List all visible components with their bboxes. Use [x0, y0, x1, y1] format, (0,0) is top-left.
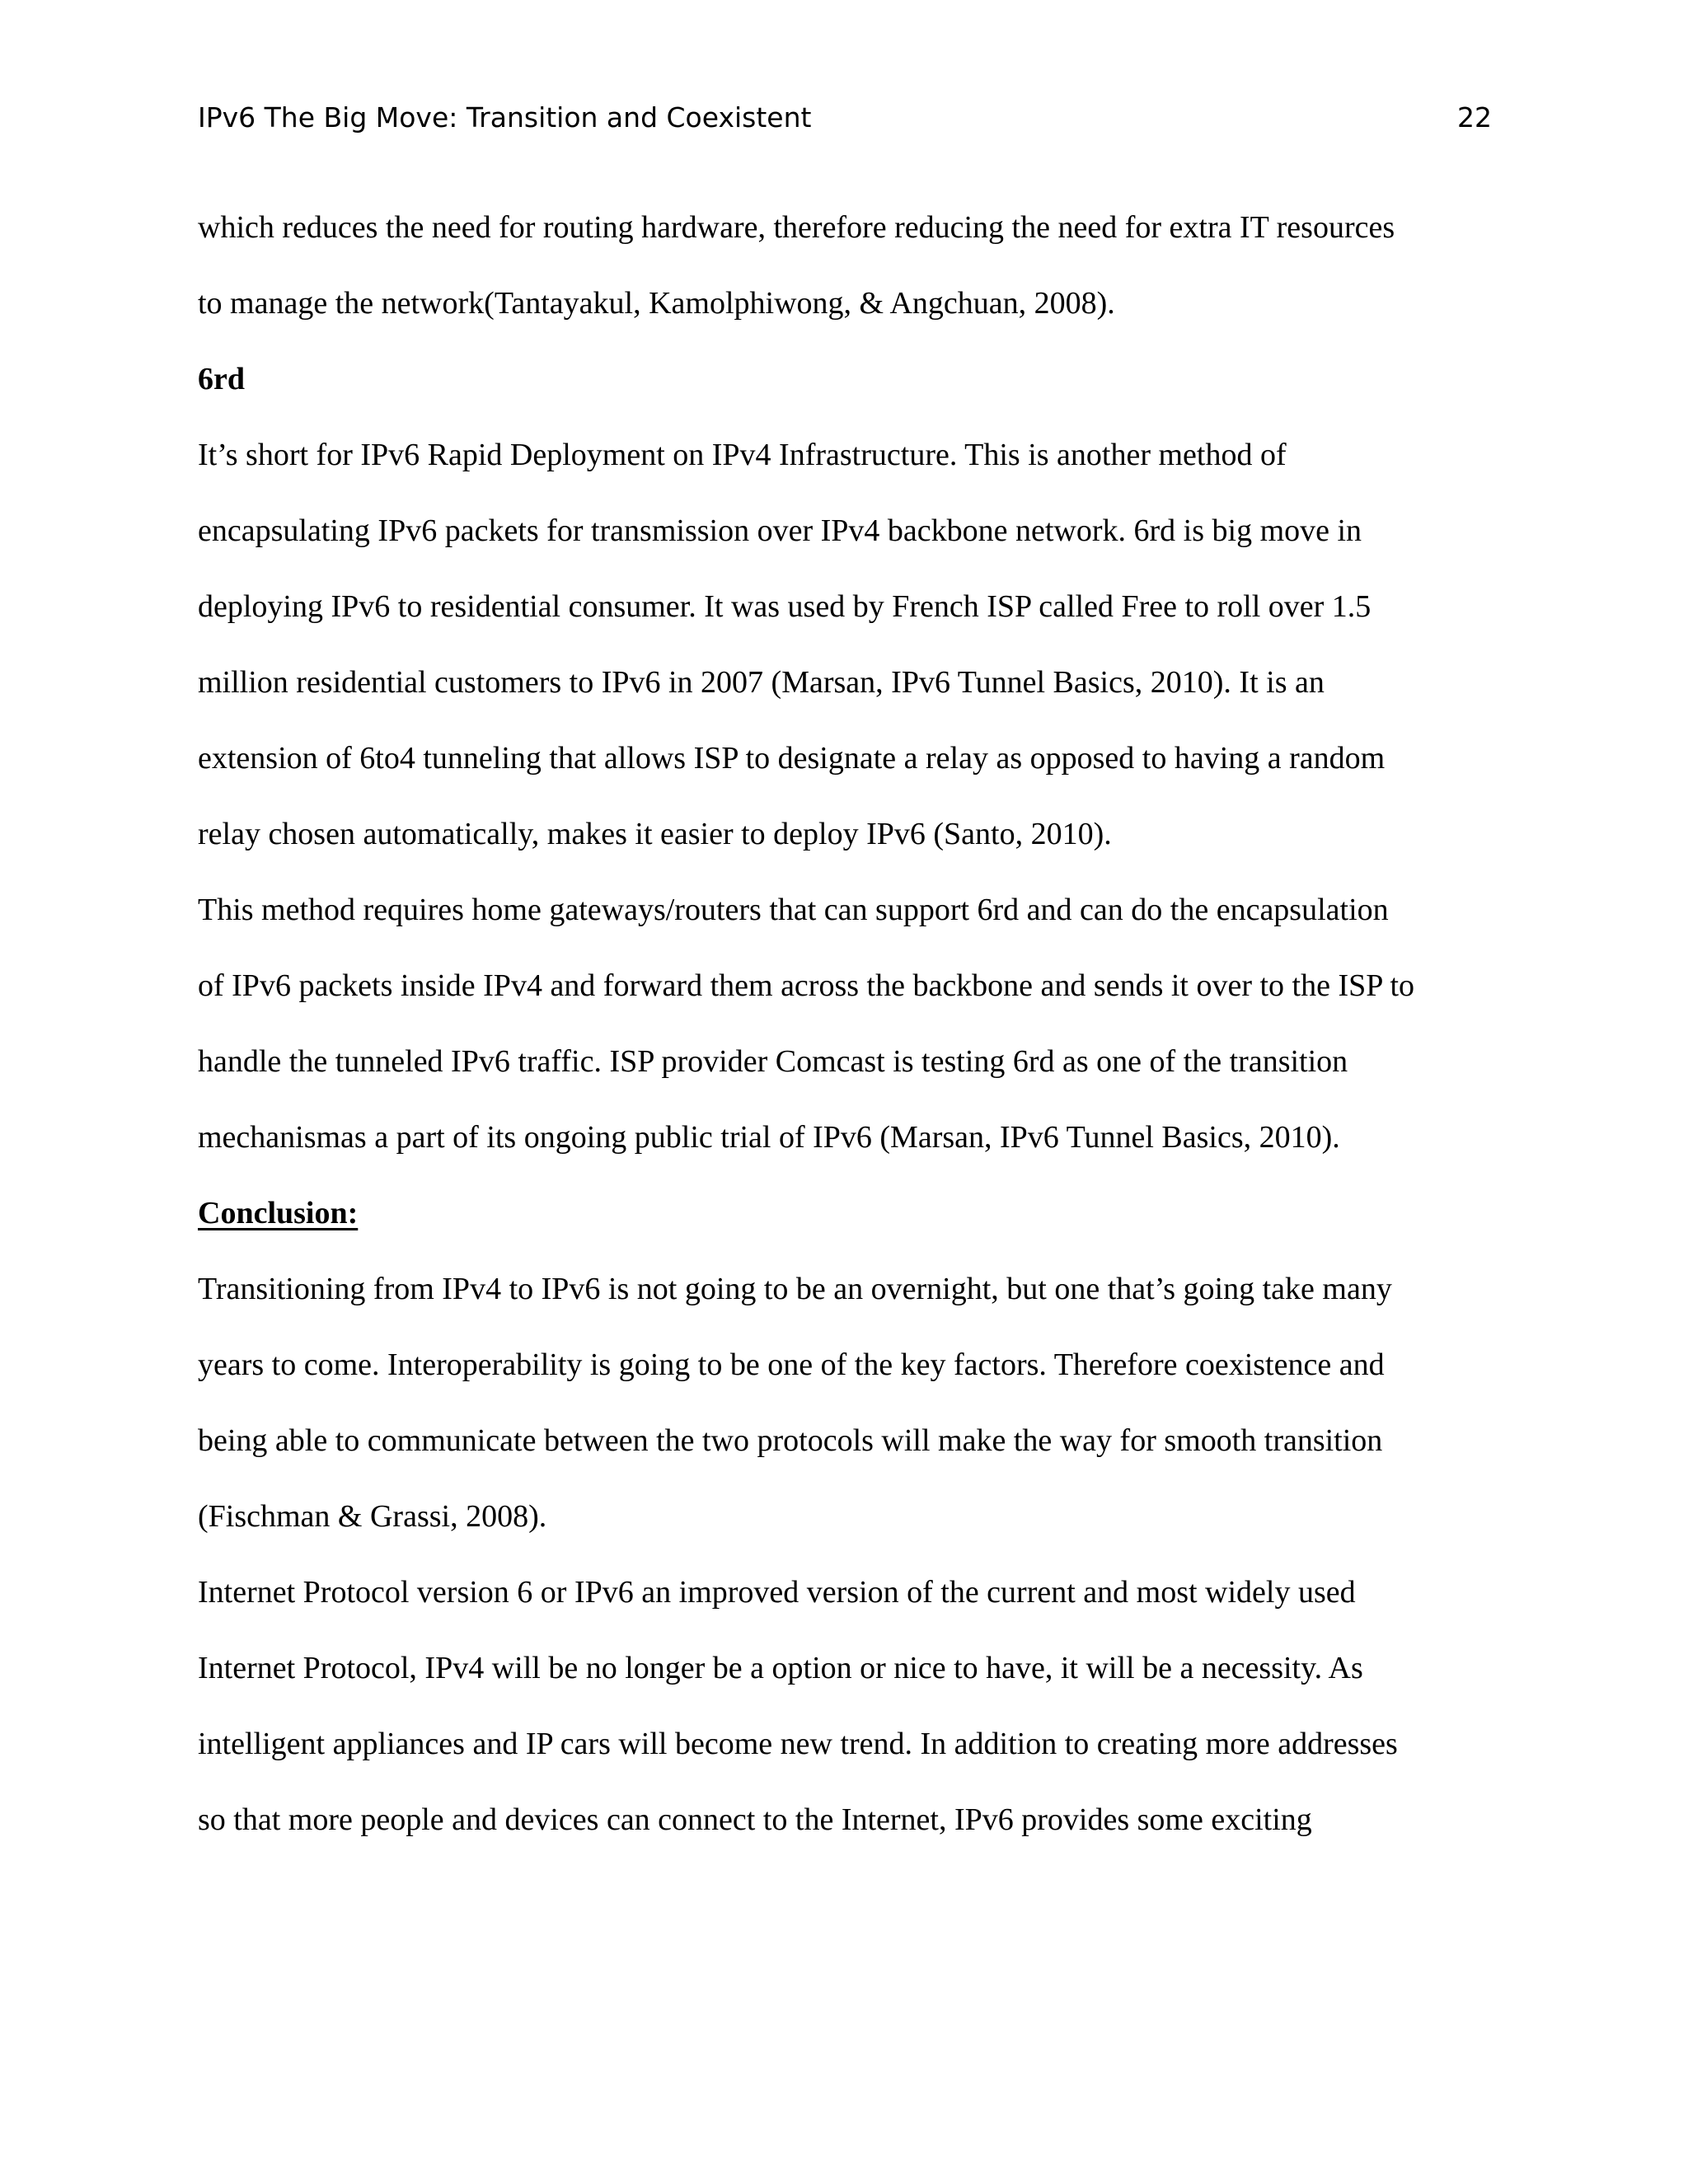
paragraph-line: years to come. Interoperability is going to be one of the key factors. Therefore coexistence and [198, 1347, 1385, 1382]
running-head [198, 97, 1492, 138]
paragraph-line: intelligent appliances and IP cars will become new trend. In addition to creating more addresses [198, 1727, 1398, 1761]
page-number: 22 [1457, 101, 1492, 134]
paragraph-line: which reduces the need for routing hardware, therefore reducing the need for extra IT resources [198, 210, 1395, 245]
paragraph-line: handle the tunneled IPv6 traffic. ISP provider Comcast is testing 6rd as one of the transition [198, 1044, 1348, 1079]
paragraph-line: Transitioning from IPv4 to IPv6 is not going to be an overnight, but one that’s going take many [198, 1272, 1392, 1306]
paragraph-line: mechanismas a part of its ongoing public trial of IPv6 (Marsan, IPv6 Tunnel Basics, 2010). [198, 1120, 1340, 1155]
section-heading-6rd: 6rd [198, 362, 245, 396]
paragraph-line: to manage the network(Tantayakul, Kamolphiwong, & Angchuan, 2008). [198, 286, 1115, 321]
paragraph-line: Internet Protocol, IPv4 will be no longer be a option or nice to have, it will be a necessity. As [198, 1651, 1363, 1685]
section-heading-conclusion: Conclusion: [198, 1196, 359, 1230]
running-head-title: IPv6 The Big Move: Transition and Coexistent [198, 101, 812, 134]
paragraph-line: million residential customers to IPv6 in 2007 (Marsan, IPv6 Tunnel Basics, 2010). It is an [198, 665, 1325, 700]
paragraph-line: It’s short for IPv6 Rapid Deployment on IPv4 Infrastructure. This is another method of [198, 438, 1287, 472]
paragraph-line: extension of 6to4 tunneling that allows ISP to designate a relay as opposed to having a random [198, 741, 1386, 776]
paragraph-line: of IPv6 packets inside IPv4 and forward them across the backbone and sends it over to the ISP to [198, 968, 1415, 1003]
paragraph-line: (Fischman & Grassi, 2008). [198, 1499, 547, 1534]
paragraph-line: deploying IPv6 to residential consumer. It was used by French ISP called Free to roll over 1.5 [198, 589, 1372, 624]
paragraph-line: so that more people and devices can connect to the Internet, IPv6 provides some exciting [198, 1802, 1312, 1837]
paragraph-line: This method requires home gateways/routers that can support 6rd and can do the encapsulation [198, 893, 1389, 927]
paragraph-line: Internet Protocol version 6 or IPv6 an improved version of the current and most widely used [198, 1575, 1356, 1610]
paragraph-line: relay chosen automatically, makes it easier to deploy IPv6 (Santo, 2010). [198, 817, 1112, 851]
paragraph-line: encapsulating IPv6 packets for transmission over IPv4 backbone network. 6rd is big move in [198, 513, 1362, 548]
paragraph-line: being able to communicate between the two protocols will make the way for smooth transition [198, 1423, 1383, 1458]
body-text [198, 190, 1492, 1858]
